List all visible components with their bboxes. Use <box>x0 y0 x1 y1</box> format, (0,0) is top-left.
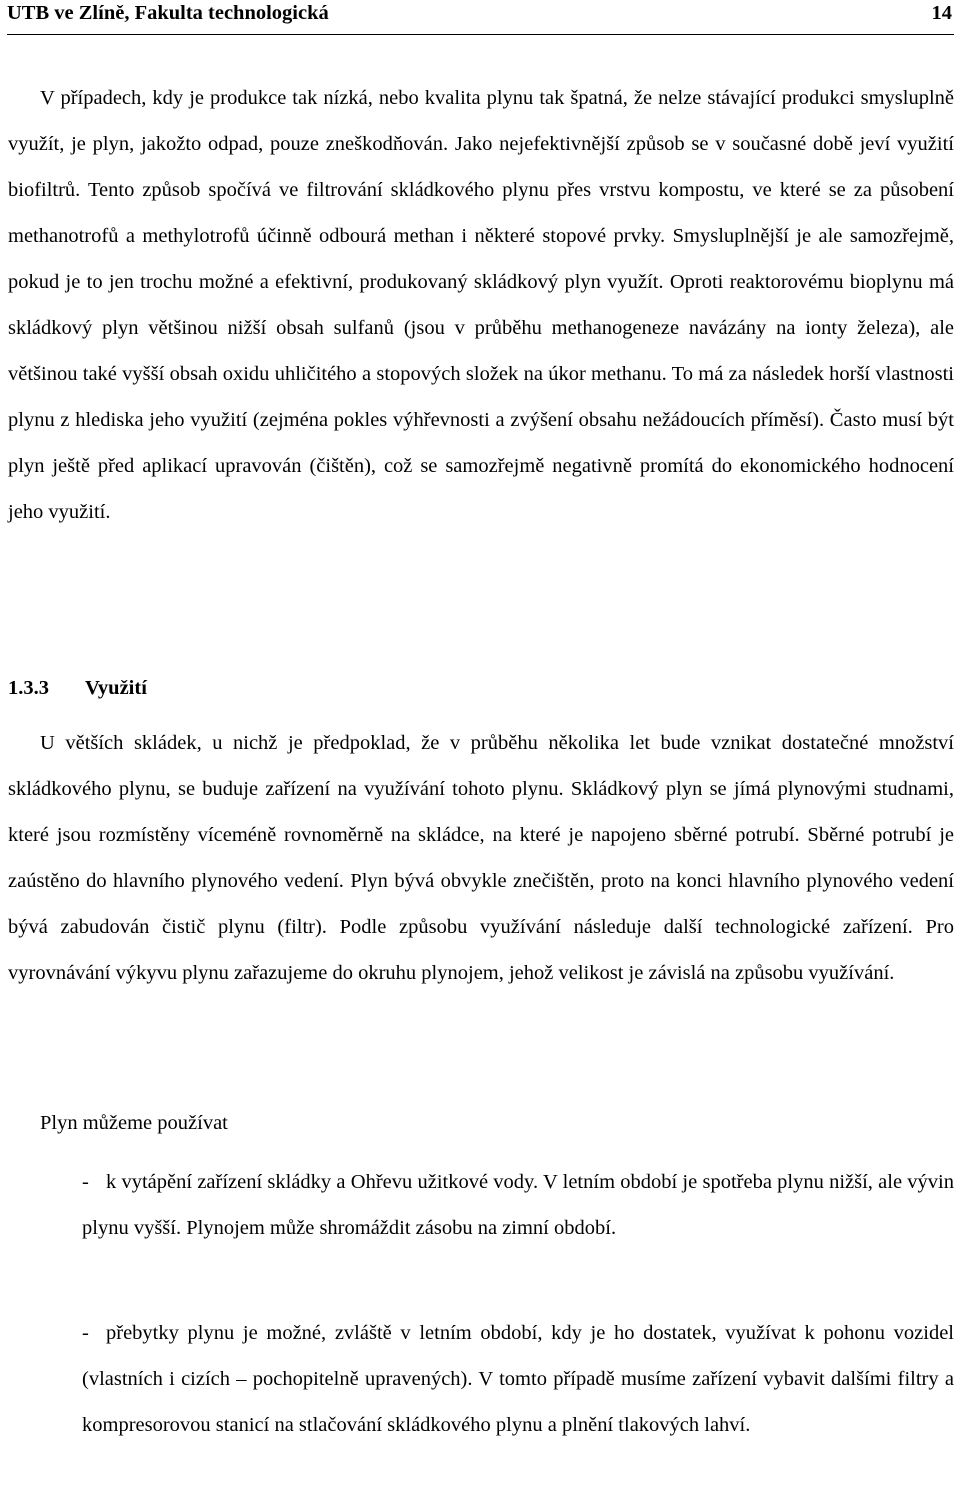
page-number: 14 <box>931 2 952 24</box>
list-item-text: přebytky plynu je možné, zvláště v letním období, kdy je ho dostatek, využívat k pohonu vozidel (vlastních i cizích – pochopitelně upravených). V tomto případě musíme zařízení vybavit dalšími filtry a kompresorovou stanicí na stlačování skládkového plynu a plnění tlakových lahví. <box>82 1322 954 1436</box>
list-item-text: k vytápění zařízení skládky a Ohřevu užitkové vody. V letním období je spotřeba plynu nižší, ale vývin plynu vyšší. Plynojem může shromáždit zásobu na zimní období. <box>82 1171 954 1239</box>
page-header <box>7 0 954 35</box>
list-item <box>82 1310 954 1448</box>
list-item <box>82 1159 954 1251</box>
list-intro: Plyn můžeme používat <box>40 1112 228 1134</box>
section-number: 1.3.3 <box>8 677 49 699</box>
header-title: UTB ve Zlíně, Fakulta technologická <box>7 2 329 24</box>
section-title: Využití <box>85 677 147 699</box>
paragraph-1: V případech, kdy je produkce tak nízká, nebo kvalita plynu tak špatná, že nelze stávající produkci smysluplně využít, je plyn, jakožto odpad, pouze zneškodňován. Jako nejefektivnější způsob se v současné době jeví využití biofiltrů. Tento způsob spočívá ve filtrování skládkového plynu přes vrstvu kompostu, ve které se za působení methanotrofů a methylotrofů účinně odbourá methan i některé stopové prvky. Smysluplnější je ale samozřejmě, pokud je to jen trochu možné a efektivní, produkovaný skládkový plyn využít. Oproti reaktorovému bioplynu má skládkový plyn většinou nižší obsah sulfanů (jsou v průběhu methanogeneze navázány na ionty železa), ale většinou také vyšší obsah oxidu uhličitého a stopových složek na úkor methanu. To má za následek horší vlastnosti plynu z hlediska jeho využití (zejména pokles výhřevnosti a zvýšení obsahu nežádoucích příměsí). Často musí být plyn ještě před aplikací upravován (čištěn), což se samozřejmě negativně promítá do ekonomického hodnocení jeho využití. <box>8 87 954 523</box>
list-dash: - <box>82 1322 89 1344</box>
paragraph-2: U větších skládek, u nichž je předpoklad, že v průběhu několika let bude vznikat dostatečné množství skládkového plynu, se buduje zařízení na využívání tohoto plynu. Skládkový plyn se jímá plynovými studnami, které jsou rozmístěny víceméně rovnoměrně na skládce, na které je napojeno sběrné potrubí. Sběrné potrubí je zaústěno do hlavního plynového vedení. Plyn bývá obvykle znečištěn, proto na konci hlavního plynového vedení bývá zabudován čistič plynu (filtr). Podle způsobu využívání následuje další technologické zařízení. Pro vyrovnávání výkyvu plynu zařazujeme do okruhu plynojem, jehož velikost je závislá na způsobu využívání. <box>8 732 954 984</box>
list-dash: - <box>82 1171 89 1193</box>
section-heading <box>8 665 147 711</box>
